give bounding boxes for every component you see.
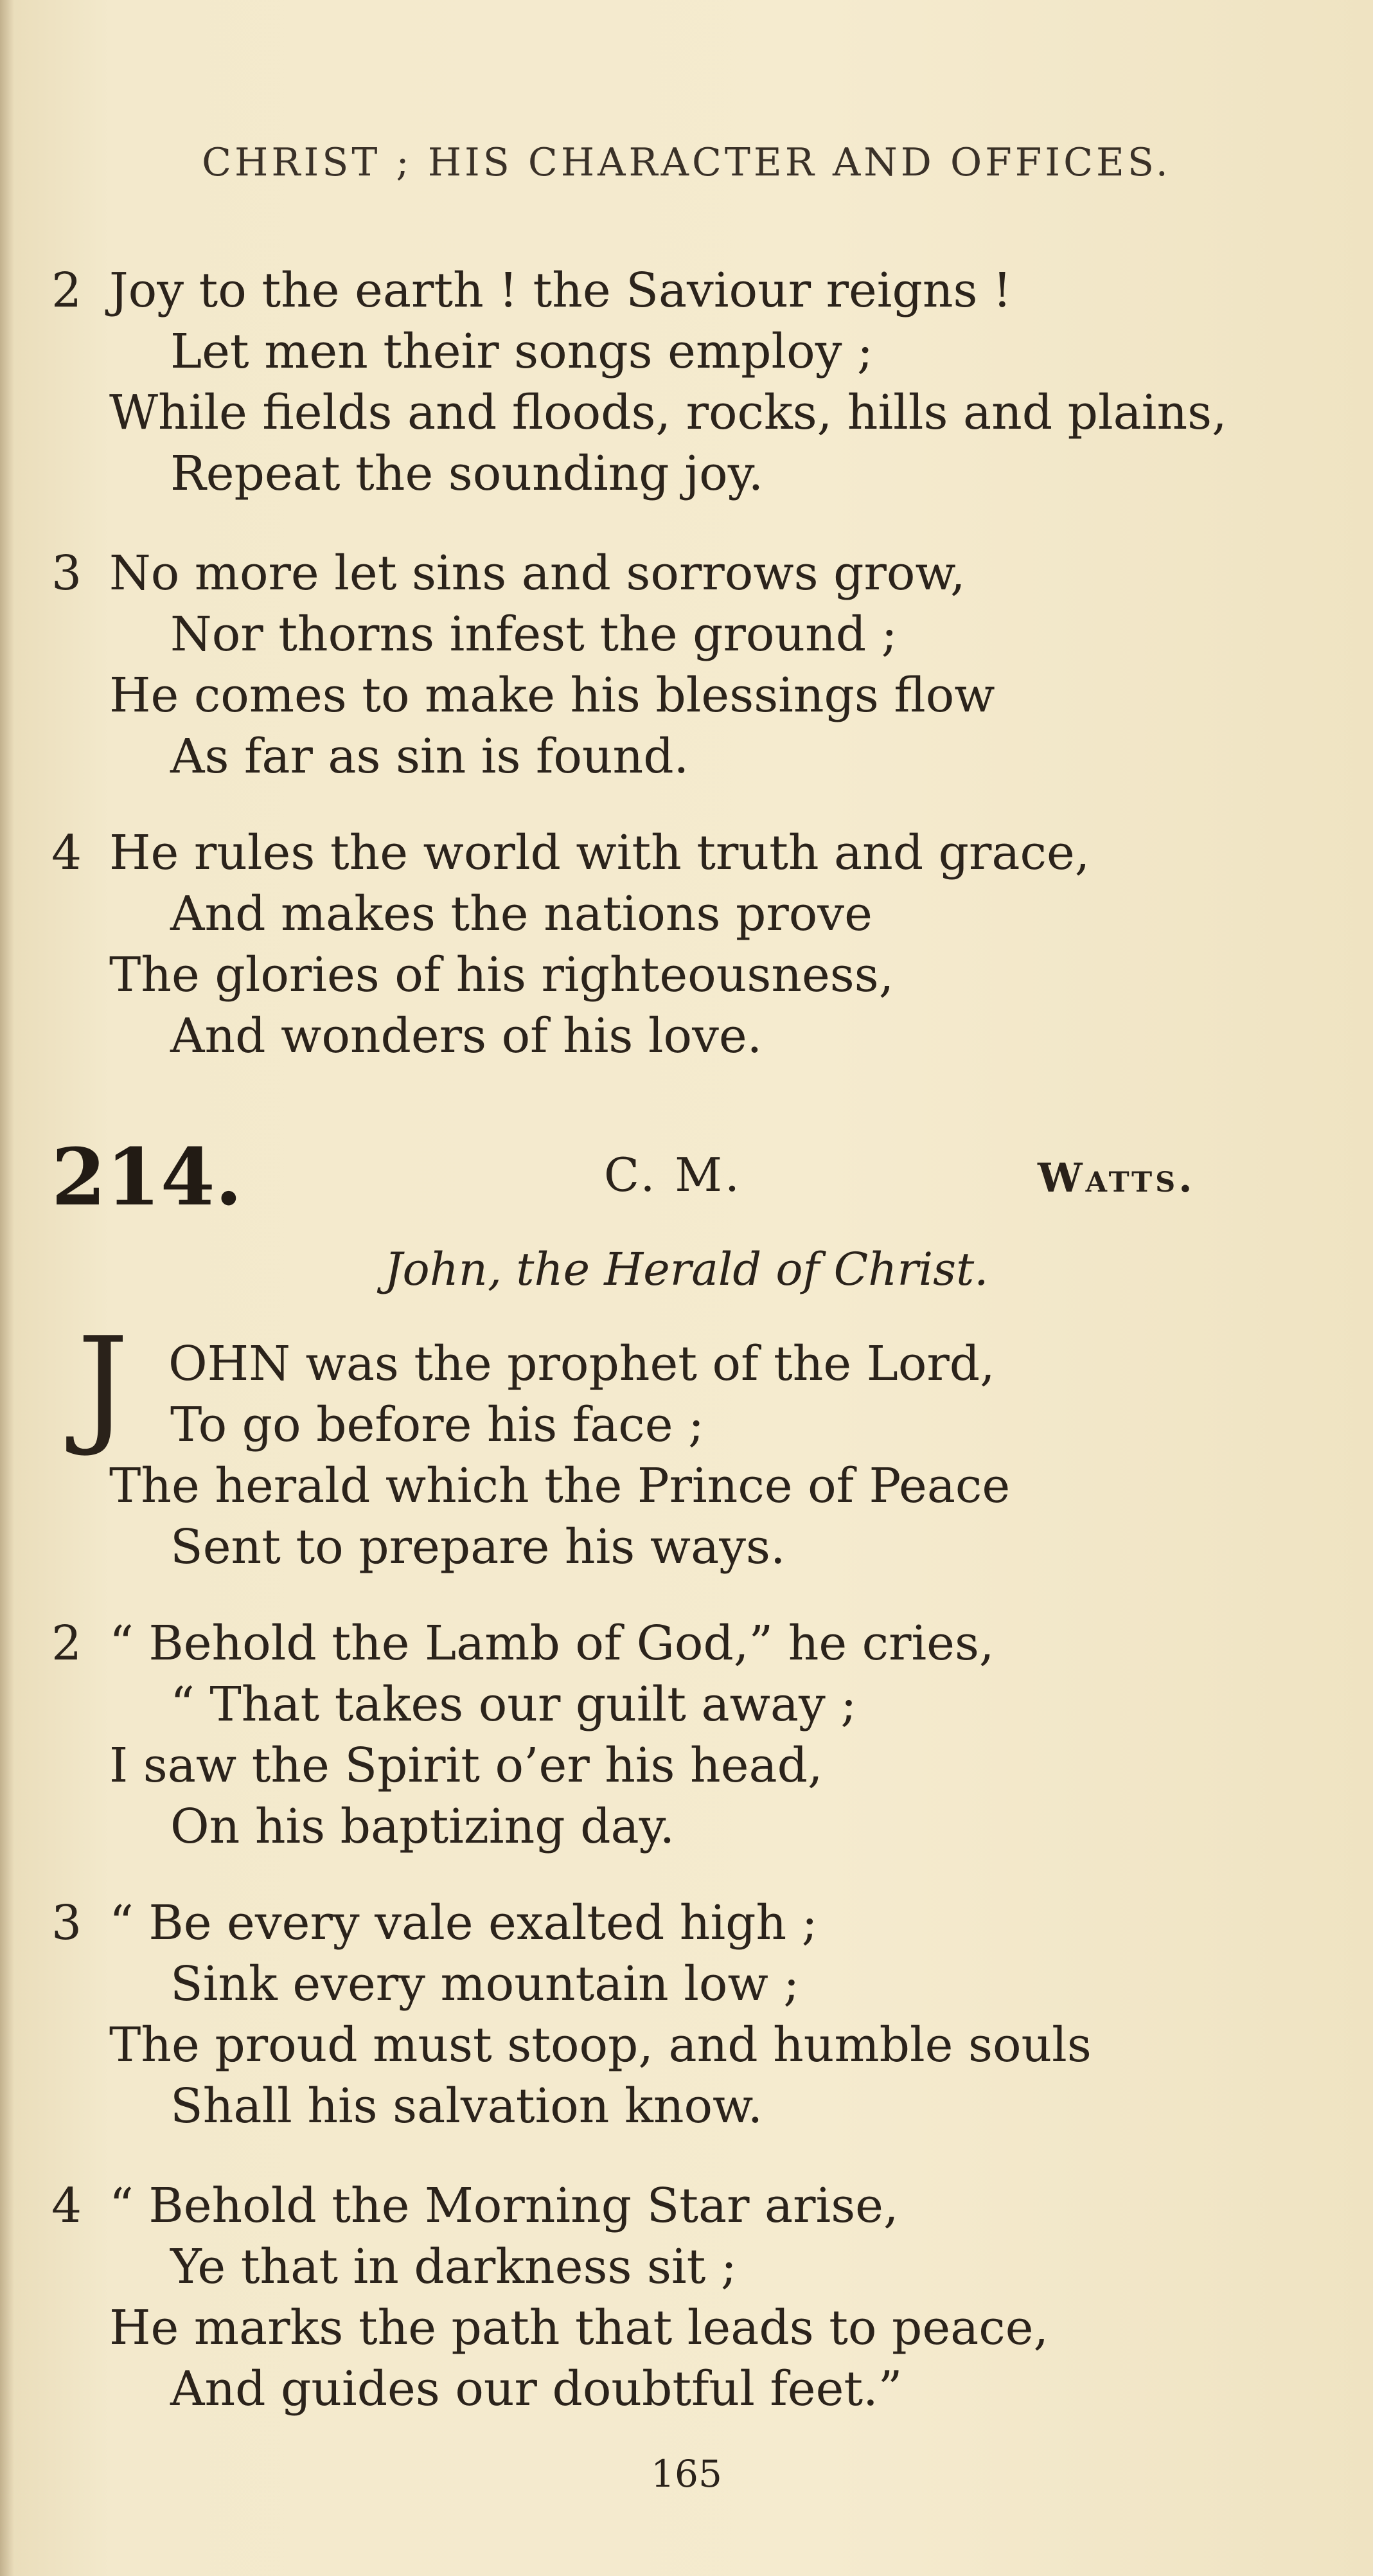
stanza-number: 2 (51, 1616, 82, 1671)
verse-line: He comes to make his blessings flow (109, 668, 995, 723)
verse-line: Let men their songs employ ; (170, 324, 873, 379)
stanza-number: 3 (51, 546, 82, 601)
verse-line: “ Be every vale exalted high ; (109, 1895, 818, 1951)
verse-line: And guides our doubtful feet.” (170, 2361, 903, 2417)
verse-line: Shall his salvation know. (170, 2079, 763, 2134)
hymn-number: 214. (51, 1131, 243, 1223)
running-head: CHRIST ; HIS CHARACTER AND OFFICES. (202, 140, 1171, 185)
stanza-number: 4 (51, 825, 82, 881)
verse-line: Sink every mountain low ; (170, 1956, 800, 2012)
verse-line: And wonders of his love. (170, 1008, 763, 1064)
verse-line: As far as sin is found. (170, 729, 689, 784)
verse-line: Ye that in darkness sit ; (170, 2239, 737, 2294)
hymn-author: Watts. (1038, 1154, 1196, 1201)
stanza-number: 3 (51, 1895, 82, 1951)
verse-line: While fields and floods, rocks, hills and plains, (109, 385, 1227, 440)
hymn-meter: C. M. (604, 1148, 742, 1202)
verse-line: Sent to prepare his ways. (170, 1519, 786, 1575)
verse-line: Joy to the earth ! the Saviour reigns ! (109, 263, 1012, 318)
verse-line: He marks the path that leads to peace, (109, 2300, 1049, 2356)
drop-cap: J (77, 1310, 129, 1460)
verse-line: Nor thorns infest the ground ; (170, 607, 898, 662)
verse-line: “ Behold the Lamb of God,” he cries, (109, 1616, 995, 1671)
stanza-number: 2 (51, 263, 82, 318)
verse-line: The herald which the Prince of Peace (109, 1458, 1011, 1514)
verse-line: Repeat the sounding joy. (170, 446, 764, 501)
verse-line: He rules the world with truth and grace, (109, 825, 1090, 881)
verse-line: The glories of his righteousness, (109, 947, 894, 1003)
verse-line: And makes the nations prove (170, 886, 873, 942)
verse-line: On his baptizing day. (170, 1799, 675, 1854)
verse-line: To go before his face ; (170, 1397, 704, 1453)
verse-line: “ Behold the Morning Star arise, (109, 2178, 899, 2233)
stanza-number: 4 (51, 2178, 82, 2233)
verse-line: No more let sins and sorrows grow, (109, 546, 966, 601)
page-number: 165 (651, 2452, 722, 2496)
verse-line: OHN was the prophet of the Lord, (168, 1336, 995, 1391)
verse-line: The proud must stoop, and humble souls (109, 2017, 1092, 2073)
hymn-title: John, the Herald of Christ. (384, 1243, 989, 1296)
verse-line: “ That takes our guilt away ; (170, 1677, 857, 1732)
verse-line: I saw the Spirit o’er his head, (109, 1738, 823, 1793)
